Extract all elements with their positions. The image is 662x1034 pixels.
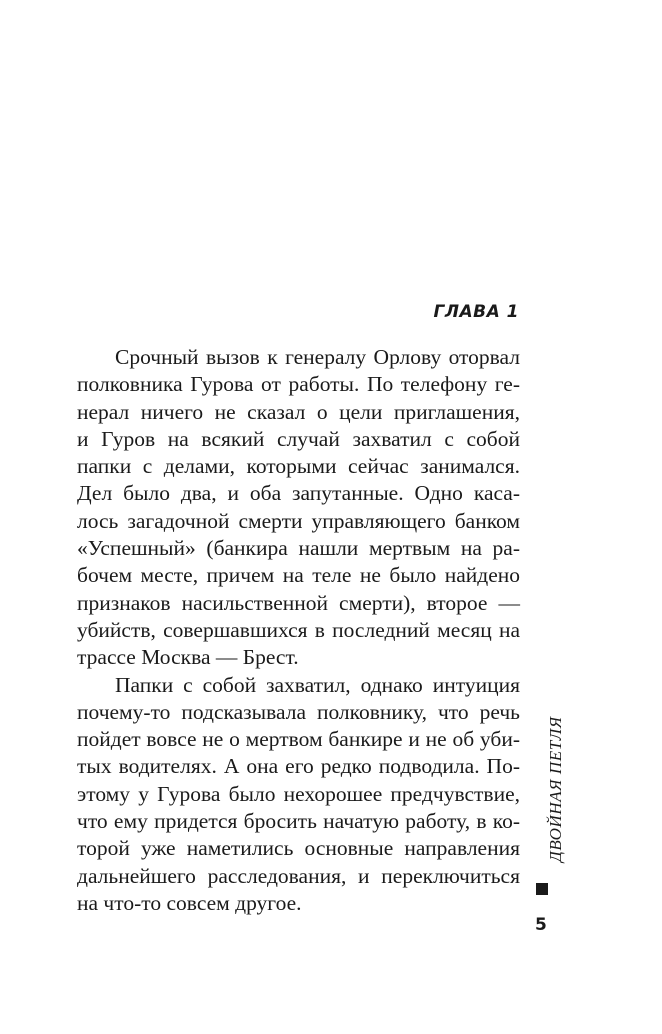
text-line: полковника Гурова от работы. По телефону ге-	[77, 372, 520, 397]
square-marker-icon	[536, 883, 548, 895]
text-line: этому у Гурова было нехорошее предчувствие,	[77, 781, 520, 806]
text-line: признаков насильственной смерти), второе —	[77, 590, 520, 615]
text-line: лось загадочной смерти управляющего банком	[77, 508, 520, 533]
paragraph	[77, 672, 520, 918]
text-line: Папки с собой захватил, однако интуиция	[115, 672, 520, 697]
text-line: Срочный вызов к генералу Орлову оторвал	[115, 345, 520, 369]
text-line: «Успешный» (банкира нашли мертвым на ра-	[77, 536, 520, 561]
text-line: что ему придется бросить начатую работу, в ко-	[77, 809, 520, 834]
text-line: пойдет вовсе не о мертвом банкире и не об уби-	[77, 727, 520, 752]
text-line: тых водителях. А она его редко подводила. По-	[77, 754, 520, 779]
running-title: ДВОЙНАЯ ПЕТЛЯ	[546, 716, 565, 862]
text-line: и Гуров на всякий случай захватил с собой	[77, 426, 520, 451]
chapter-title: ГЛАВА 1	[433, 302, 519, 322]
paragraph	[77, 344, 520, 672]
text-line: Дел было два, и оба запутанные. Одно каса-	[77, 481, 520, 506]
body-text	[77, 344, 520, 917]
text-line: папки с делами, которыми сейчас занимался.	[77, 454, 520, 479]
text-line: почему-то подсказывала полковнику, что речь	[77, 699, 520, 724]
text-line: нерал ничего не сказал о цели приглашения,	[77, 399, 520, 424]
text-line: бочем месте, причем на теле не было найдено	[77, 563, 520, 588]
text-line: на что-то совсем другое.	[77, 890, 302, 915]
text-line: дальнейшего расследования, и переключиться	[77, 863, 520, 888]
page-number: 5	[535, 915, 547, 935]
text-line: трассе Москва — Брест.	[77, 645, 299, 670]
text-line: убийств, совершавшихся в последний месяц на	[77, 617, 520, 642]
text-line: торой уже наметились основные направления	[77, 836, 520, 861]
